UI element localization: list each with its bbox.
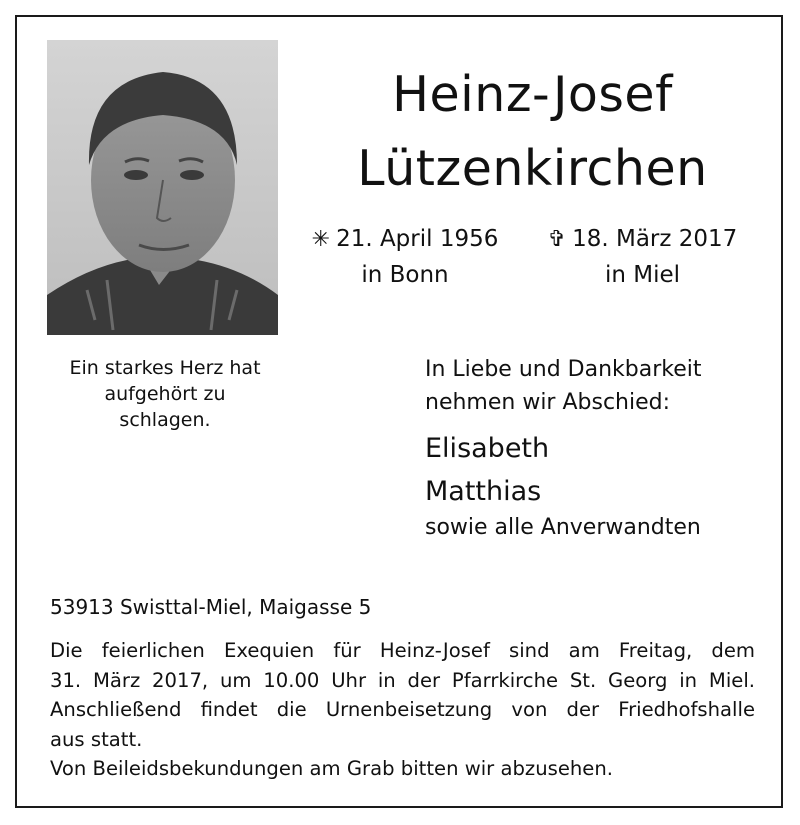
deceased-last-name: Lützenkirchen — [357, 140, 708, 197]
birth-star-icon: ✳ — [311, 227, 331, 252]
motto-line: Ein starkes Herz hat — [69, 357, 261, 379]
farewell-intro-line: nehmen wir Abschied: — [425, 390, 671, 415]
birth-date: 21. April 1956 — [336, 226, 499, 252]
service-line: Anschließend findet die Urnenbeisetzung von der Friedhofshalle — [50, 698, 755, 721]
motto-text — [45, 355, 285, 433]
birth-place: in Bonn — [361, 262, 449, 288]
motto-line: schlagen. — [119, 409, 211, 431]
relatives-line: sowie alle Anverwandten — [425, 515, 701, 540]
birth-info — [305, 226, 505, 288]
farewell-intro-line: In Liebe und Dankbarkeit — [425, 357, 702, 382]
death-info — [535, 226, 750, 288]
mourner-name: Matthias — [425, 476, 542, 507]
service-line: Die feierlichen Exequien für Heinz-Josef sind am Freitag, dem — [50, 639, 755, 662]
deceased-first-name: Heinz-Josef — [392, 66, 673, 123]
motto-line: aufgehört zu — [104, 383, 226, 405]
death-cross-icon: ✞ — [547, 227, 567, 252]
service-announcement — [50, 636, 755, 784]
mourner-name: Elisabeth — [425, 433, 550, 464]
death-place: in Miel — [604, 262, 681, 288]
family-address: 53913 Swisttal-Miel, Maigasse 5 — [50, 595, 372, 619]
farewell-intro — [425, 353, 702, 419]
service-line: Von Beileidsbekundungen am Grab bitten wir abzusehen. — [50, 757, 613, 780]
portrait-photo — [47, 40, 278, 335]
service-line: 31. März 2017, um 10.00 Uhr in der Pfarrkirche St. Georg in Miel. — [50, 668, 755, 692]
service-line: aus statt. — [50, 727, 143, 751]
death-date: 18. März 2017 — [572, 226, 738, 252]
